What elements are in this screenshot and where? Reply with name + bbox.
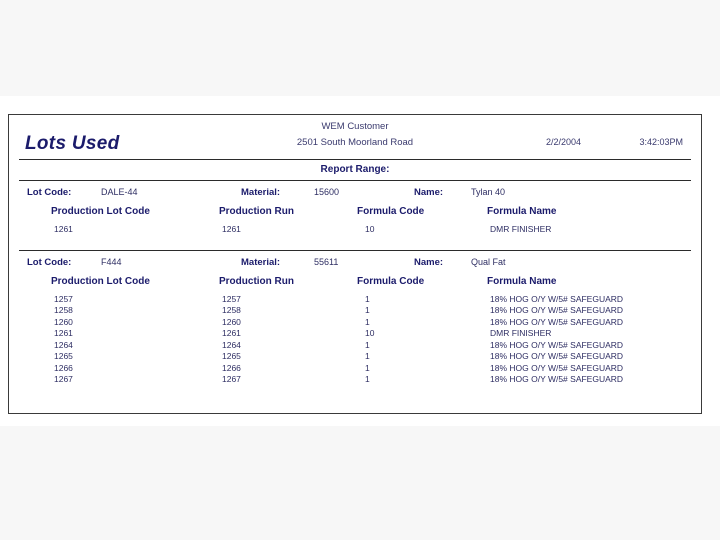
- cell-formula-code: 1: [365, 339, 370, 350]
- column-header-formula-code: Formula Code: [357, 206, 425, 217]
- name-value: Tylan 40: [471, 187, 506, 197]
- background-band-bottom: [0, 426, 720, 540]
- cell-production-run: 1267: [222, 374, 241, 384]
- cell-production-lot-code: 1257: [54, 293, 73, 304]
- cell-production-lot-code: 1266: [54, 362, 73, 373]
- cell-formula-name: 18% HOG O/Y W/5# SAFEGUARD: [490, 374, 624, 384]
- report-document: [8, 114, 702, 414]
- table-row: [9, 224, 701, 236]
- column-header-formula-code: Formula Code: [357, 275, 425, 287]
- cell-formula-code: 1: [365, 351, 370, 361]
- cell-production-run: 1260: [222, 316, 241, 327]
- cell-formula-name: 18% HOG O/Y W/5# SAFEGUARD: [490, 316, 624, 327]
- lot-code-value: F444: [101, 256, 122, 267]
- cell-formula-code: 1: [365, 305, 370, 315]
- cell-formula-name: 18% HOG O/Y W/5# SAFEGUARD: [490, 351, 624, 361]
- section-summary: [9, 184, 701, 204]
- column-header-formula-name: Formula Name: [487, 206, 557, 217]
- column-header-production-lot-code: Production Lot Code: [51, 206, 150, 217]
- cell-formula-name: 18% HOG O/Y W/5# SAFEGUARD: [490, 339, 624, 350]
- cell-formula-code: 1: [365, 293, 370, 304]
- cell-formula-name: 18% HOG O/Y W/5# SAFEGUARD: [490, 362, 624, 373]
- cell-formula-name: DMR FINISHER: [490, 224, 552, 234]
- cell-production-lot-code: 1267: [54, 374, 73, 384]
- report-time: 3:42:03PM: [639, 137, 683, 147]
- cell-formula-name: 18% HOG O/Y W/5# SAFEGUARD: [490, 293, 624, 304]
- table-row: [9, 351, 701, 363]
- cell-formula-name: DMR FINISHER: [490, 328, 552, 338]
- material-label: Material:: [241, 256, 281, 268]
- cell-production-run: 1258: [222, 305, 241, 315]
- column-header-formula-name: Formula Name: [487, 275, 557, 287]
- report-section: [9, 254, 701, 390]
- table-column-headers: [9, 274, 701, 293]
- table-row: [9, 328, 701, 340]
- lot-code-label: Lot Code:: [27, 256, 72, 268]
- cell-production-lot-code: 1258: [54, 305, 73, 315]
- range-divider: [19, 180, 691, 181]
- lot-code-value: DALE-44: [101, 187, 138, 197]
- name-label: Name:: [414, 256, 444, 268]
- cell-production-lot-code: 1261: [54, 328, 73, 338]
- table-row: [9, 294, 701, 306]
- column-header-production-run: Production Run: [219, 275, 294, 287]
- table-body: [9, 293, 701, 386]
- cell-formula-code: 1: [365, 362, 370, 373]
- table-row: [9, 317, 701, 329]
- page-title: Lots Used: [25, 133, 120, 154]
- table-row: [9, 305, 701, 317]
- report-range-label: Report Range:: [320, 164, 390, 175]
- section-spacer: [9, 236, 701, 246]
- column-header-production-lot-code: Production Lot Code: [51, 275, 150, 287]
- material-label: Material:: [241, 187, 281, 198]
- name-label: Name:: [414, 187, 444, 198]
- lot-code-label: Lot Code:: [27, 187, 72, 198]
- table-row: [9, 363, 701, 375]
- cell-formula-name: 18% HOG O/Y W/5# SAFEGUARD: [490, 305, 624, 315]
- cell-production-lot-code: 1260: [54, 316, 73, 327]
- name-value: Qual Fat: [471, 256, 506, 267]
- report-header: [9, 115, 701, 159]
- cell-production-run: 1261: [222, 224, 241, 234]
- cell-production-run: 1264: [222, 339, 241, 350]
- table-row: [9, 340, 701, 352]
- customer-address: 2501 South Moorland Road: [296, 137, 414, 148]
- table-column-headers: [9, 204, 701, 223]
- cell-production-lot-code: 1261: [54, 224, 73, 234]
- cell-production-lot-code: 1264: [54, 339, 73, 350]
- section-divider: [19, 250, 691, 251]
- section-summary: [9, 254, 701, 274]
- table-body: [9, 223, 701, 236]
- material-value: 15600: [314, 187, 340, 197]
- material-value: 55611: [314, 256, 339, 267]
- report-date: 2/2/2004: [545, 137, 581, 147]
- column-header-production-run: Production Run: [219, 206, 294, 217]
- cell-production-run: 1257: [222, 293, 241, 304]
- cell-production-run: 1265: [222, 351, 241, 361]
- cell-formula-code: 1: [365, 316, 370, 327]
- report-section: [9, 184, 701, 250]
- cell-formula-code: 1: [365, 374, 370, 384]
- cell-formula-code: 10: [365, 328, 375, 338]
- background-band-top: [0, 0, 720, 96]
- cell-production-run: 1266: [222, 362, 241, 373]
- customer-name: WEM Customer: [321, 121, 389, 132]
- table-row: [9, 374, 701, 386]
- cell-production-lot-code: 1265: [54, 351, 73, 361]
- cell-formula-code: 10: [365, 224, 375, 234]
- cell-production-run: 1261: [222, 328, 241, 338]
